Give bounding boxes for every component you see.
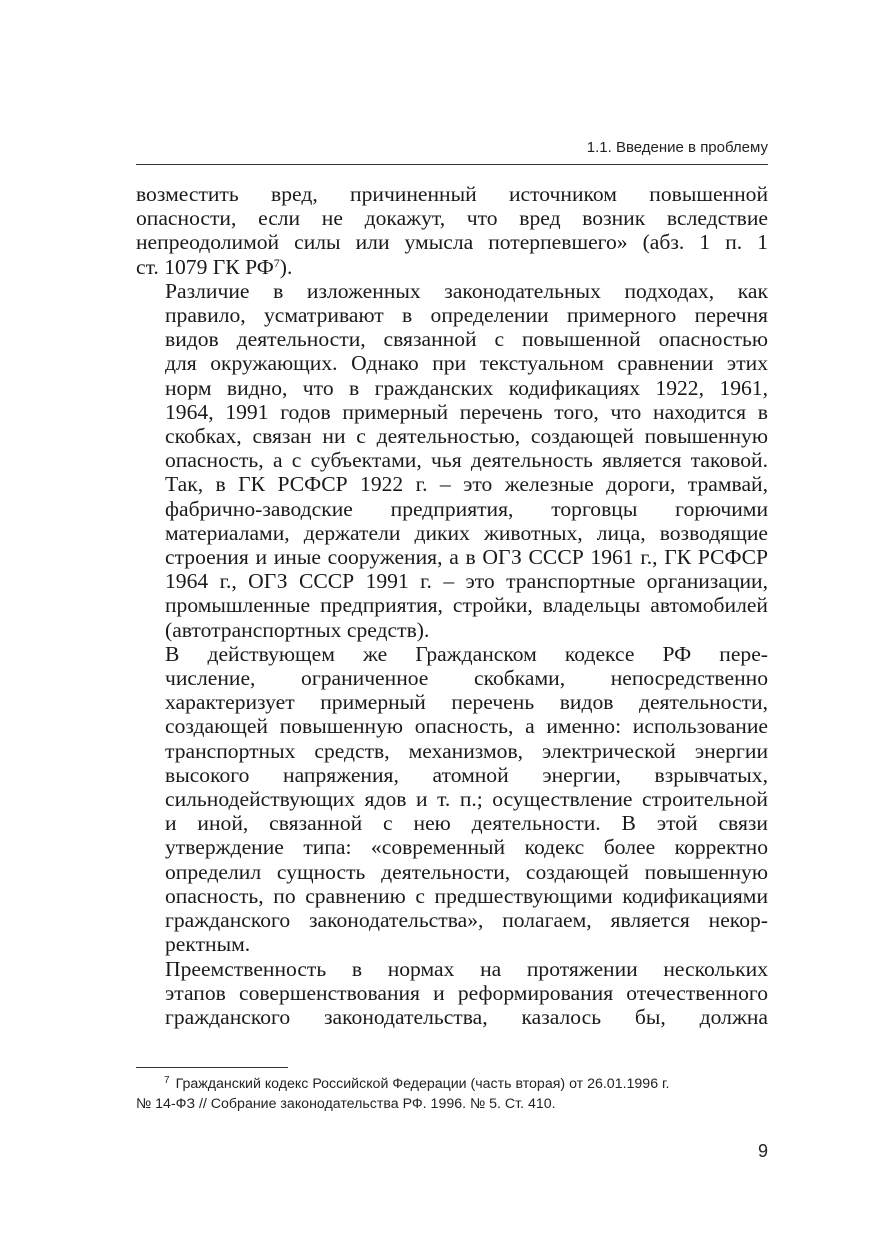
text-line: видов деятельности, связанной с повышенной опасностью bbox=[165, 327, 768, 352]
paragraph-1 bbox=[136, 182, 768, 279]
text-line: опасность, по сравнению с предшествующими кодификациями bbox=[165, 883, 768, 908]
text-line: (автотранспортных средств). bbox=[165, 617, 430, 642]
header-rule bbox=[136, 164, 768, 165]
text-line: для окружающих. Однако при текстуальном сравнении этих bbox=[165, 351, 768, 376]
paragraph-4 bbox=[136, 957, 768, 1030]
footnote-reference[interactable]: 7 bbox=[273, 255, 280, 270]
paragraph-3 bbox=[136, 642, 768, 957]
footnote-rule bbox=[136, 1067, 288, 1068]
text-line: и иной, связанной с нею деятельности. В этой связи bbox=[165, 811, 768, 836]
footnote-line: № 14-ФЗ // Собрание законодательства РФ. 1996. № 5. Ст. 410. bbox=[136, 1096, 556, 1112]
text-line: 1964 г., ОГЗ СССР 1991 г. – это транспортные организации, bbox=[165, 569, 768, 594]
text-line: утверждение типа: «современный кодекс более корректно bbox=[165, 835, 768, 860]
running-head: 1.1. Введение в проблему bbox=[586, 139, 768, 156]
text-fragment: ). bbox=[279, 254, 293, 279]
text-line: сильнодействующих ядов и т. п.; осуществление строительной bbox=[165, 787, 768, 812]
text-line: 1964, 1991 годов примерный перечень того, что находится в bbox=[165, 399, 768, 424]
text-line: Так, в ГК РСФСР 1922 г. – это железные дороги, трамвай, bbox=[165, 472, 768, 497]
footnote bbox=[136, 1074, 768, 1114]
text-line: характеризует примерный перечень видов деятельности, bbox=[165, 690, 768, 715]
text-line: промышленные предприятия, стройки, владельцы автомобилей bbox=[165, 593, 768, 618]
text-line: Преемственность в нормах на протяжении нескольких bbox=[165, 956, 768, 981]
text-line: Различие в изложенных законодательных подходах, как bbox=[165, 278, 768, 303]
text-line: В действующем же Гражданском кодексе РФ пере- bbox=[165, 641, 768, 666]
page-number: 9 bbox=[757, 1141, 768, 1161]
text-line: фабрично-заводские предприятия, торговцы горючими bbox=[165, 496, 768, 521]
text-fragment: ст. 1079 ГК РФ bbox=[136, 254, 274, 279]
text-line: числение, ограниченное скобками, непосредственно bbox=[165, 666, 768, 691]
text-line: гражданского законодательства», полагаем, является некор- bbox=[165, 908, 768, 933]
text-line: опасности, если не докажут, что вред возник вследствие bbox=[136, 206, 768, 231]
footnote-line bbox=[136, 1074, 768, 1094]
text-line: высокого напряжения, атомной энергии, взрывчатых, bbox=[165, 762, 768, 787]
text-line: скобках, связан ни с деятельностью, создающей повышенную bbox=[165, 424, 768, 449]
footnote-marker: 7 bbox=[164, 1075, 170, 1086]
body-text bbox=[136, 182, 768, 1029]
text-line: правило, усматривают в определении примерного перечня bbox=[165, 303, 768, 328]
paragraph-2 bbox=[136, 279, 768, 642]
text-line: опасность, а с субъектами, чья деятельность является таковой. bbox=[165, 448, 768, 473]
text-line: гражданского законодательства, казалось бы, должна bbox=[165, 1004, 768, 1029]
text-line: возместить вред, причиненный источником повышенной bbox=[136, 182, 768, 206]
text-line: этапов совершенствования и реформирования отечественного bbox=[165, 980, 768, 1005]
text-line: норм видно, что в гражданских кодификациях 1922, 1961, bbox=[165, 375, 768, 400]
text-line: ректным. bbox=[165, 932, 251, 957]
footnote-text: Гражданский кодекс Российской Федерации (часть вторая) от 26.01.1996 г. bbox=[175, 1076, 670, 1092]
text-line: определил сущность деятельности, создающей повышенную bbox=[165, 859, 768, 884]
text-line: строения и иные сооружения, а в ОГЗ СССР 1961 г., ГК РСФСР bbox=[165, 545, 768, 570]
text-line: транспортных средств, механизмов, электрической энергии bbox=[165, 738, 768, 763]
text-line: создающей повышенную опасность, а именно: использование bbox=[165, 714, 768, 739]
text-line: материалами, держатели диких животных, лица, возводящие bbox=[165, 520, 768, 545]
text-line bbox=[136, 255, 768, 279]
text-line: непреодолимой силы или умысла потерпевшего» (абз. 1 п. 1 bbox=[136, 230, 768, 255]
